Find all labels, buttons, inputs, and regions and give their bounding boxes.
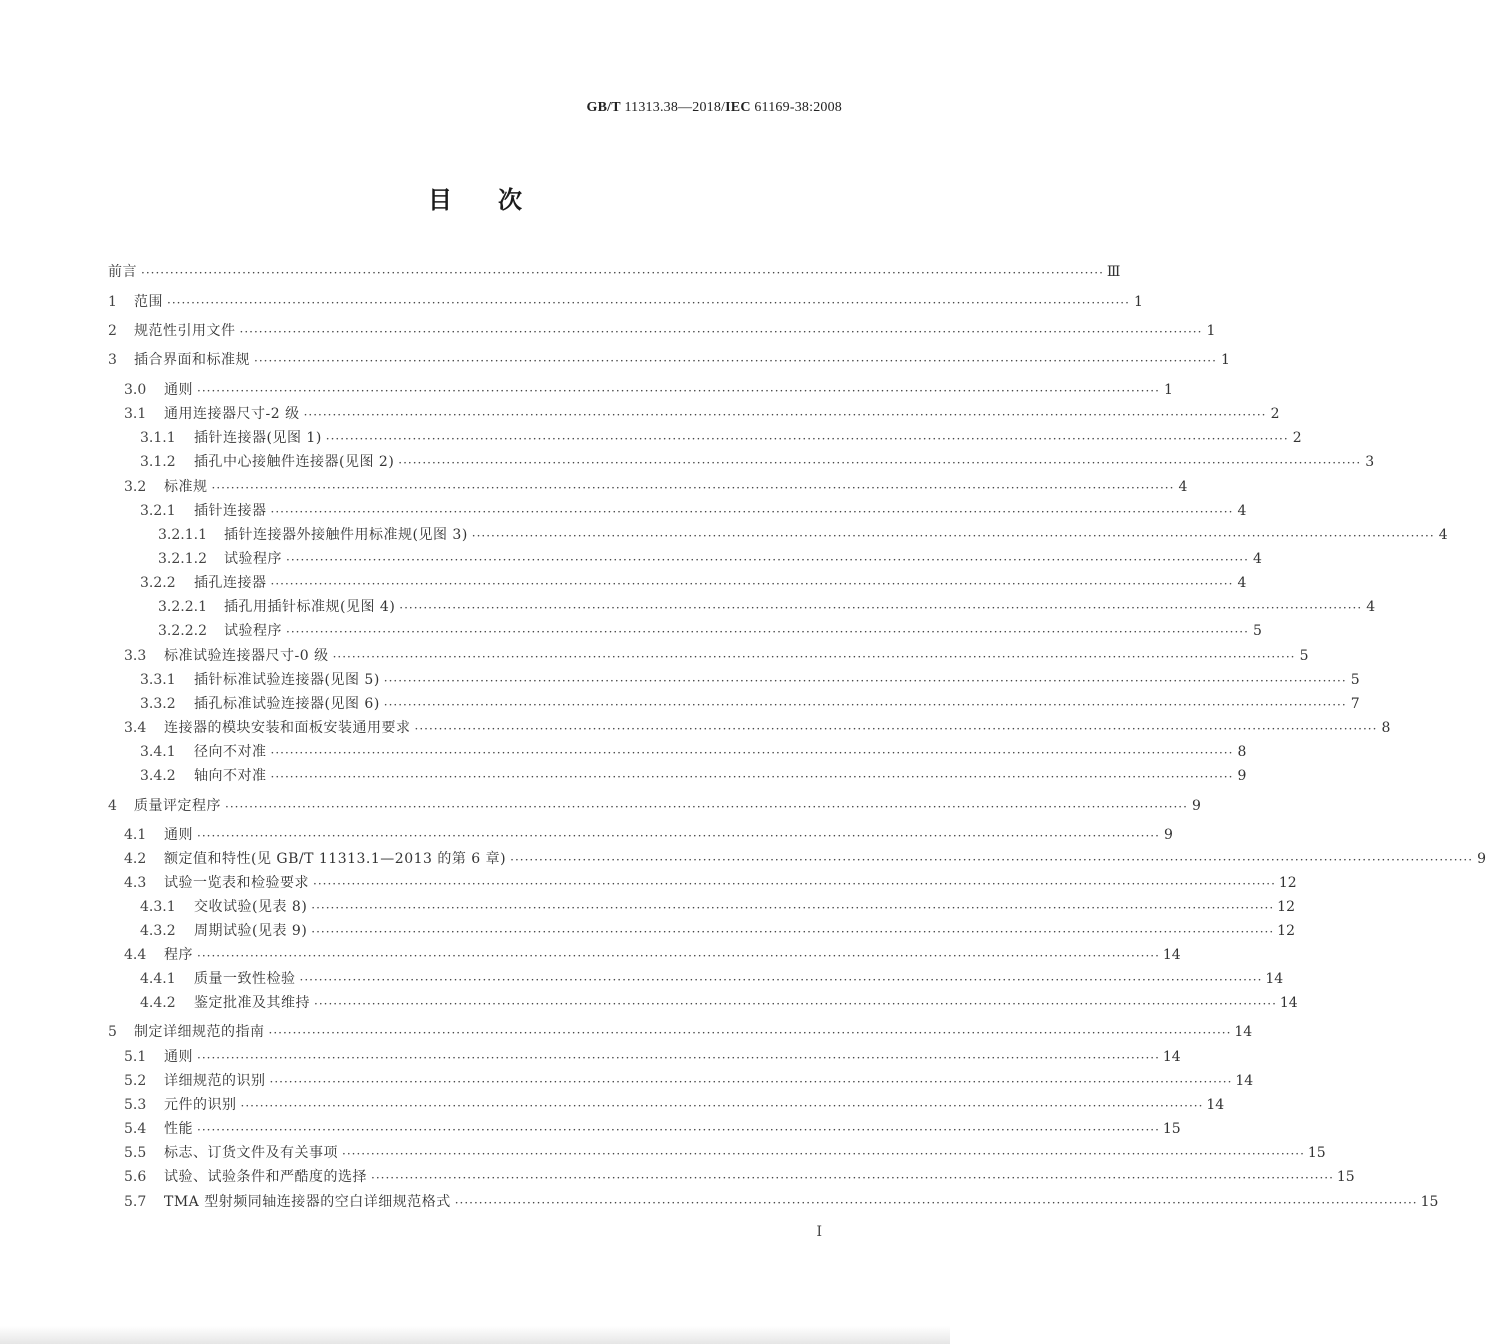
toc-entry-label: TMA 型射频同轴连接器的空白详细规范格式	[164, 1194, 451, 1210]
toc-entry-label: 插孔连接器	[194, 575, 267, 591]
toc-entry-label: 试验、试验条件和严酷度的选择	[164, 1169, 367, 1185]
toc-leader-dots: ········································································································································································································	[270, 505, 1234, 519]
toc-entry-label: 试验程序	[224, 623, 282, 639]
toc-entry-label: 前言	[108, 264, 137, 280]
toc-entry-number: 4.3.2	[140, 923, 176, 939]
toc-leader-dots: ········································································································································································································	[239, 325, 1203, 339]
toc-entry-label: 插针连接器(见图 1)	[194, 430, 322, 446]
toc-entry[interactable]	[124, 945, 1181, 965]
toc-leader-dots: ········································································································································································································	[399, 601, 1363, 615]
toc-leader-dots: ········································································································································································································	[311, 925, 1275, 939]
toc-entry-label: 试验程序	[224, 551, 282, 567]
toc-entry-label: 试验一览表和检验要求	[164, 875, 309, 891]
toc-entry-label: 质量一致性检验	[194, 971, 296, 987]
toc-entry-page: 14	[1279, 995, 1298, 1011]
toc-entry-number: 5	[108, 1024, 117, 1040]
toc-entry[interactable]	[108, 292, 1143, 312]
toc-leader-dots: ········································································································································································································	[314, 997, 1277, 1011]
toc-entry-page: 1	[1206, 323, 1216, 339]
toc-entry-number: 4.4.1	[140, 971, 176, 987]
toc-entry-page: 14	[1235, 1073, 1254, 1089]
toc-entry-number: 3.4	[124, 720, 147, 736]
toc-entry-page: 15	[1307, 1145, 1326, 1161]
toc-leader-dots: ········································································································································································································	[299, 973, 1263, 987]
toc-entry-number: 2	[108, 323, 117, 339]
toc-entry-page: 4	[1252, 551, 1262, 567]
toc-entry-label: 标准试验连接器尺寸-0 级	[164, 648, 329, 664]
toc-entry-page: 9	[1237, 768, 1247, 784]
toc-leader-dots: ········································································································································································································	[342, 1147, 1305, 1161]
toc-entry-number: 3.2	[124, 479, 147, 495]
toc-entry-number: 3.0	[124, 382, 147, 398]
toc-entry-page: 1	[1133, 294, 1143, 310]
toc-entry-label: 插针标准试验连接器(见图 5)	[194, 672, 380, 688]
toc-entry-page: 12	[1278, 875, 1297, 891]
toc-entry-number: 3.1	[124, 406, 147, 422]
toc-entry-label: 规范性引用文件	[134, 323, 236, 339]
toc-leader-dots: ········································································································································································································	[286, 625, 1249, 639]
toc-leader-dots: ········································································································································································································	[383, 698, 1347, 712]
toc-entry-label: 质量评定程序	[134, 798, 221, 814]
toc-entry[interactable]	[124, 646, 1309, 666]
toc-entry-number: 3.1.1	[140, 430, 176, 446]
toc-entry-number: 5.2	[124, 1073, 147, 1089]
toc-entry[interactable]	[124, 1192, 1439, 1212]
toc-entry[interactable]	[124, 873, 1297, 893]
toc-entry-label: 通则	[164, 1049, 193, 1065]
toc-entry-number: 5.4	[124, 1121, 147, 1137]
toc-entry-page: 14	[1206, 1097, 1225, 1113]
toc-entry-number: 4	[108, 798, 117, 814]
toc-leader-dots: ········································································································································································································	[286, 553, 1249, 567]
toc-entry[interactable]	[140, 742, 1247, 762]
toc-entry-page: 12	[1277, 899, 1295, 915]
toc-entry[interactable]	[108, 1022, 1253, 1042]
toc-entry[interactable]	[108, 262, 1121, 282]
toc-leader-dots: ········································································································································································································	[398, 456, 1362, 470]
page-title: 目次	[428, 186, 568, 214]
toc-entry-label: 径向不对准	[194, 744, 267, 760]
toc-entry[interactable]	[124, 404, 1280, 424]
toc-leader-dots: ········································································································································································································	[454, 1196, 1418, 1210]
toc-entry-page: 15	[1420, 1194, 1439, 1210]
toc-entry[interactable]	[140, 452, 1375, 472]
toc-entry-number: 4.1	[124, 827, 147, 843]
toc-entry-number: 3.2.2	[140, 575, 176, 591]
toc-entry-page: 15	[1162, 1121, 1181, 1137]
toc-entry-number: 5.6	[124, 1169, 147, 1185]
toc-leader-dots: ········································································································································································································	[167, 296, 1130, 310]
toc-leader-dots: ········································································································································································································	[197, 1051, 1160, 1065]
toc-entry[interactable]	[158, 525, 1448, 545]
toc-leader-dots: ········································································································································································································	[383, 674, 1347, 688]
toc-entry[interactable]	[140, 969, 1284, 989]
toc-entry[interactable]	[140, 428, 1302, 448]
toc-leader-dots: ········································································································································································································	[141, 266, 1104, 280]
toc-entry-page: 9	[1163, 827, 1173, 843]
toc-entry-label: 轴向不对准	[194, 768, 267, 784]
header-iec-code: IEC	[725, 100, 751, 115]
toc-leader-dots: ········································································································································································································	[211, 481, 1175, 495]
toc-entry[interactable]	[108, 796, 1201, 816]
toc-entry[interactable]	[108, 350, 1230, 370]
toc-entry-page: 14	[1162, 1049, 1181, 1065]
toc-entry[interactable]	[140, 573, 1247, 593]
toc-leader-dots: ········································································································································································································	[254, 354, 1217, 368]
toc-entry[interactable]	[140, 501, 1247, 521]
toc-entry-number: 4.3	[124, 875, 147, 891]
toc-leader-dots: ········································································································································································································	[197, 829, 1160, 843]
toc-entry[interactable]	[124, 1143, 1326, 1163]
toc-entry-label: 交收试验(见表 8)	[194, 899, 308, 915]
toc-entry-number: 3.3.2	[140, 696, 176, 712]
toc-entry-page: 7	[1350, 696, 1360, 712]
toc-entry-number: 4.2	[124, 851, 147, 867]
toc-entry[interactable]	[140, 694, 1360, 714]
toc-entry-page: 9	[1477, 851, 1486, 867]
toc-entry-label: 详细规范的识别	[164, 1073, 266, 1089]
toc-entry-page: 3	[1365, 454, 1375, 470]
toc-entry-page: 1	[1220, 352, 1230, 368]
toc-entry-page: 5	[1350, 672, 1360, 688]
toc-entry-number: 3.2.1.2	[158, 551, 207, 567]
toc-entry-label: 插合界面和标准规	[134, 352, 250, 368]
toc-leader-dots: ········································································································································································································	[471, 529, 1435, 543]
page-edge-shadow	[0, 1326, 950, 1344]
toc-entry-label: 插孔用插针标准规(见图 4)	[224, 599, 396, 615]
toc-entry-number: 3.2.2.2	[158, 623, 207, 639]
toc-entry-number: 3.1.2	[140, 454, 176, 470]
toc-entry-page: 14	[1162, 947, 1181, 963]
toc-leader-dots: ········································································································································································································	[311, 901, 1275, 915]
toc-entry-number: 3	[108, 352, 117, 368]
toc-entry[interactable]	[124, 1047, 1181, 1067]
toc-entry-page: 8	[1237, 744, 1247, 760]
toc-entry-label: 范围	[134, 294, 163, 310]
header-standard-code: GB/T	[586, 100, 621, 115]
toc-entry-page: 1	[1163, 382, 1173, 398]
toc-entry-label: 连接器的模块安装和面板安装通用要求	[164, 720, 411, 736]
toc-entry-label: 通用连接器尺寸-2 级	[164, 406, 300, 422]
toc-entry-page: 8	[1381, 720, 1391, 736]
toc-entry[interactable]	[140, 993, 1298, 1013]
toc-entry-page: 14	[1265, 971, 1284, 987]
toc-leader-dots: ········································································································································································································	[332, 650, 1296, 664]
toc-entry-page: 4	[1178, 479, 1188, 495]
toc-entry-page: 9	[1191, 798, 1201, 814]
toc-entry[interactable]	[124, 477, 1188, 497]
toc-leader-dots: ········································································································································································································	[197, 949, 1160, 963]
toc-leader-dots: ········································································································································································································	[270, 577, 1234, 591]
toc-entry-label: 通则	[164, 827, 193, 843]
toc-entry-page: 4	[1438, 527, 1448, 543]
toc-entry-number: 4.4.2	[140, 995, 176, 1011]
toc-entry[interactable]	[124, 1071, 1254, 1091]
page-number: I	[816, 1224, 822, 1240]
toc-leader-dots: ········································································································································································································	[303, 408, 1267, 422]
toc-leader-dots: ········································································································································································································	[240, 1099, 1204, 1113]
toc-entry-number: 4.3.1	[140, 899, 176, 915]
toc-entry-page: 14	[1234, 1024, 1253, 1040]
toc-entry[interactable]	[108, 321, 1216, 341]
toc-entry-number: 5.3	[124, 1097, 147, 1113]
toc-entry-number: 3.3	[124, 648, 147, 664]
toc-entry[interactable]	[158, 549, 1262, 569]
header-iec-number: 61169-38:2008	[750, 100, 842, 115]
toc-entry-page: Ⅲ	[1106, 264, 1121, 280]
toc-leader-dots: ········································································································································································································	[225, 800, 1188, 814]
toc-entry-number: 1	[108, 294, 117, 310]
toc-entry-page: 4	[1237, 575, 1247, 591]
toc-entry-number: 5.5	[124, 1145, 147, 1161]
toc-entry-number: 4.4	[124, 947, 147, 963]
toc-entry-label: 制定详细规范的指南	[134, 1024, 265, 1040]
toc-entry[interactable]	[124, 380, 1173, 400]
toc-entry-label: 额定值和特性(见 GB/T 11313.1—2013 的第 6 章)	[164, 851, 507, 867]
toc-entry-label: 通则	[164, 382, 193, 398]
toc-leader-dots: ········································································································································································································	[197, 384, 1160, 398]
toc-entry[interactable]	[124, 849, 1486, 869]
toc-entry-number: 3.2.1	[140, 503, 176, 519]
toc-leader-dots: ········································································································································································································	[268, 1026, 1232, 1040]
toc-leader-dots: ········································································································································································································	[197, 1123, 1160, 1137]
toc-entry-page: 5	[1299, 648, 1309, 664]
toc-entry-page: 4	[1237, 503, 1247, 519]
toc-entry-label: 程序	[164, 947, 193, 963]
toc-entry-page: 5	[1252, 623, 1262, 639]
toc-entry[interactable]	[124, 718, 1391, 738]
toc-entry-page: 2	[1292, 430, 1302, 446]
toc-entry-label: 性能	[164, 1121, 193, 1137]
toc-entry-label: 标准规	[164, 479, 208, 495]
toc-leader-dots: ········································································································································································································	[269, 1075, 1233, 1089]
toc-entry-number: 3.4.1	[140, 744, 176, 760]
document-header	[587, 100, 842, 116]
toc-entry-label: 插针连接器	[194, 503, 267, 519]
toc-entry-label: 插孔中心接触件连接器(见图 2)	[194, 454, 395, 470]
toc-entry-label: 插针连接器外接触件用标准规(见图 3)	[224, 527, 468, 543]
toc-leader-dots: ········································································································································································································	[510, 853, 1474, 867]
toc-entry-page: 12	[1277, 923, 1295, 939]
toc-entry-page: 4	[1366, 599, 1376, 615]
toc-entry-label: 插孔标准试验连接器(见图 6)	[194, 696, 380, 712]
toc-entry[interactable]	[124, 825, 1173, 845]
toc-entry-label: 标志、订货文件及有关事项	[164, 1145, 338, 1161]
toc-entry[interactable]	[124, 1095, 1225, 1115]
toc-entry-number: 3.4.2	[140, 768, 176, 784]
toc-entry[interactable]	[124, 1119, 1181, 1139]
toc-leader-dots: ········································································································································································································	[313, 877, 1276, 891]
toc-leader-dots: ········································································································································································································	[414, 722, 1378, 736]
toc-entry-label: 周期试验(见表 9)	[194, 923, 308, 939]
toc-entry-number: 5.1	[124, 1049, 147, 1065]
toc-leader-dots: ········································································································································································································	[270, 770, 1234, 784]
header-standard-number: 11313.38—2018/	[620, 100, 726, 115]
toc-entry[interactable]	[140, 897, 1295, 917]
toc-entry[interactable]	[140, 766, 1247, 786]
toc-leader-dots: ········································································································································································································	[325, 432, 1289, 446]
toc-entry-number: 3.2.1.1	[158, 527, 207, 543]
toc-entry-number: 3.2.2.1	[158, 599, 207, 615]
toc-leader-dots: ········································································································································································································	[371, 1171, 1334, 1185]
toc-entry-label: 鉴定批准及其维持	[194, 995, 310, 1011]
toc-entry[interactable]	[124, 1167, 1355, 1187]
toc-entry[interactable]	[158, 621, 1262, 641]
toc-entry[interactable]	[140, 921, 1295, 941]
toc-entry-number: 5.7	[124, 1194, 147, 1210]
toc-entry[interactable]	[140, 670, 1360, 690]
toc-entry-label: 元件的识别	[164, 1097, 237, 1113]
toc-entry-page: 2	[1270, 406, 1280, 422]
toc-leader-dots: ········································································································································································································	[270, 746, 1234, 760]
toc-entry-page: 15	[1336, 1169, 1355, 1185]
toc-entry-number: 3.3.1	[140, 672, 176, 688]
toc-entry[interactable]	[158, 597, 1376, 617]
